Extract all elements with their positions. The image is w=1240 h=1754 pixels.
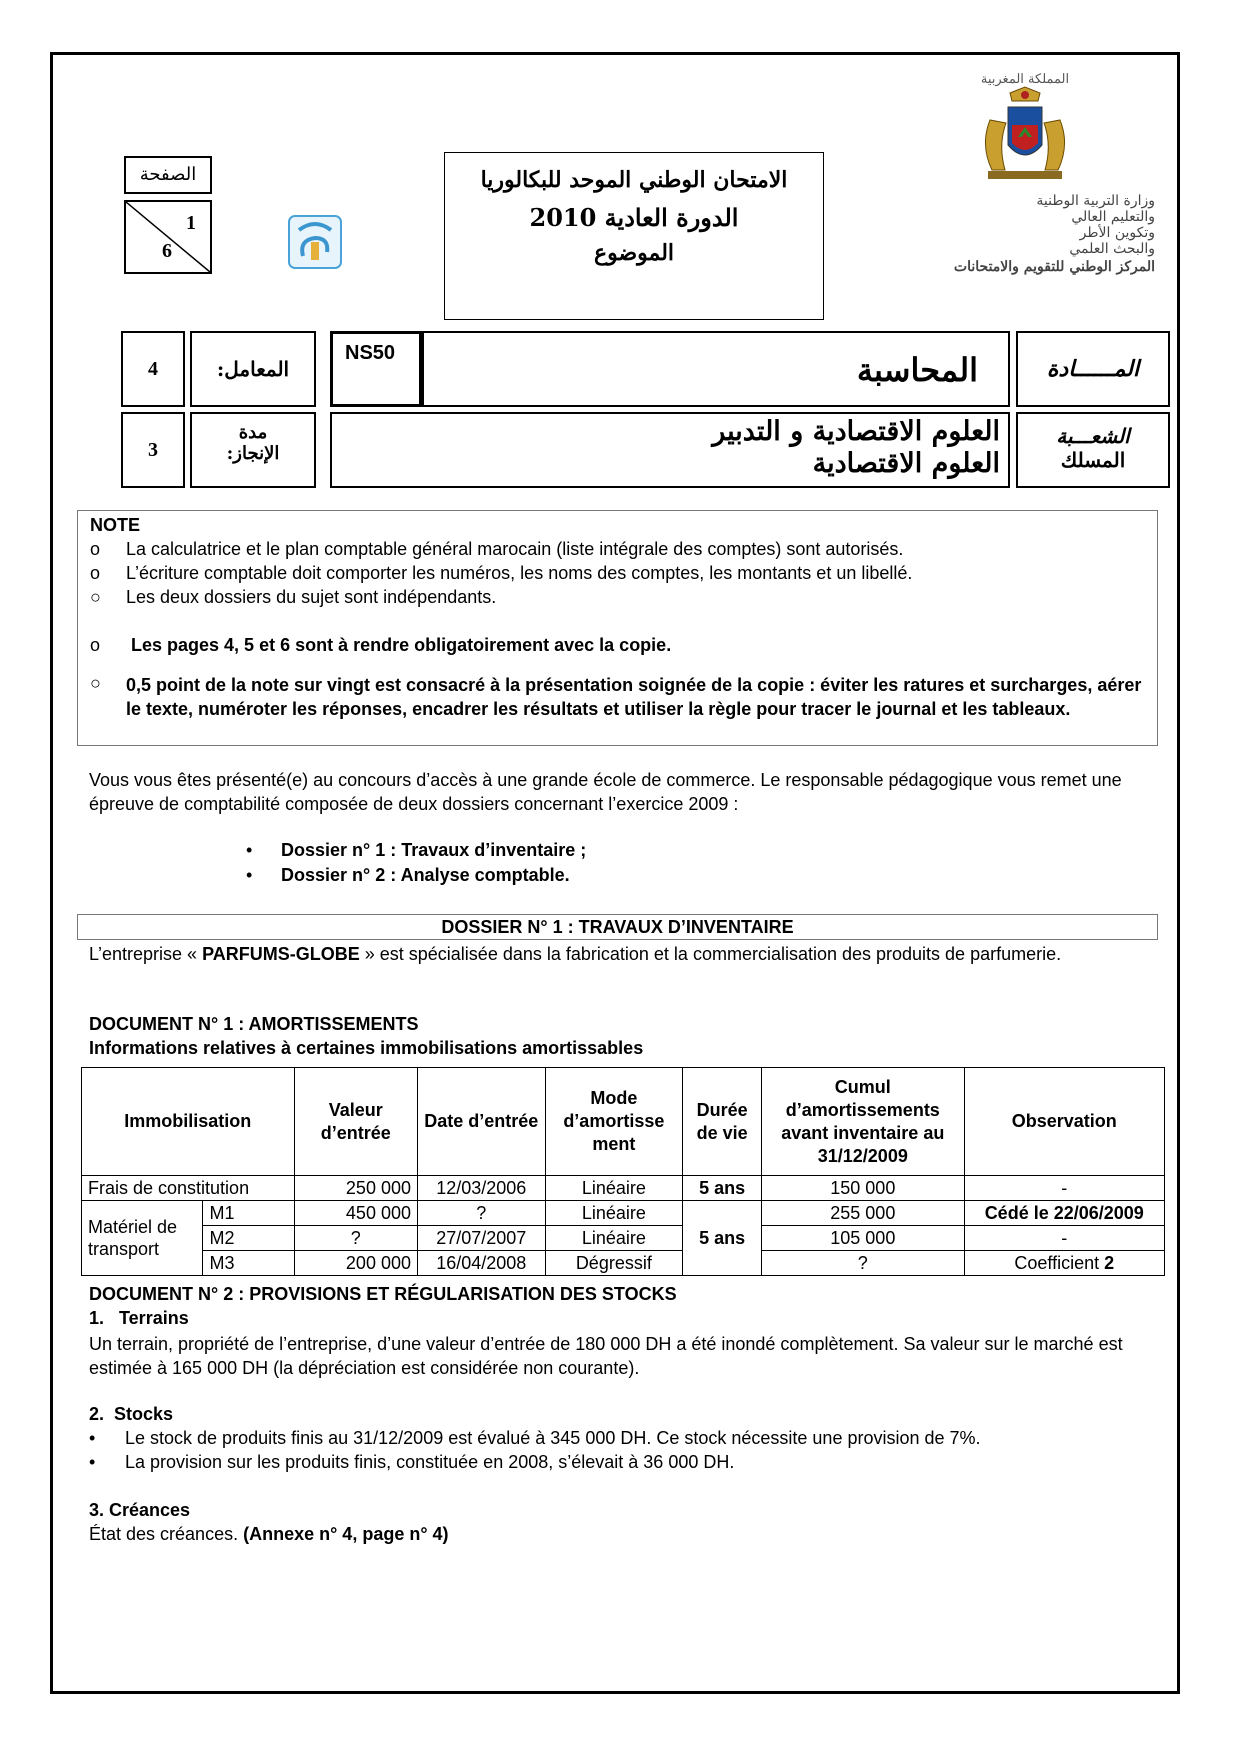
branche-value: العلوم الاقتصادية و التدبير <box>712 416 1000 447</box>
creances-text <box>89 1524 449 1545</box>
dossier-item: Dossier n° 1 : Travaux d’inventaire ; <box>281 840 587 860</box>
bullet-icon: ○ <box>90 587 101 607</box>
cell-mode: Linéaire <box>545 1201 683 1226</box>
header-date: Date d’entrée <box>418 1068 546 1176</box>
doc1-subtitle: Informations relatives à certaines immobilisations amortissables <box>89 1038 644 1058</box>
cell-materiel-label: Matériel de transport <box>82 1201 203 1276</box>
cell-duree: 5 ans <box>683 1176 762 1201</box>
note-item <box>90 539 100 560</box>
terrains-text: Un terrain, propriété de l’entreprise, d’une valeur d’entrée de 180 000 DH a été inondé complètement. Sa valeur sur le marché est estimée à 165 000 DH (la dépréciation est considérée non courante). <box>89 1334 1123 1378</box>
dossier1-title: DOSSIER N° 1 : TRAVAUX D’INVENTAIRE <box>77 914 1158 940</box>
ministry-line: والتعليم العالي <box>1071 209 1155 225</box>
creances-title: 3. Créances <box>89 1500 191 1520</box>
cell-observation <box>964 1251 1164 1276</box>
cell-mode: Dégressif <box>545 1251 683 1276</box>
parcours-label: المسلك <box>1060 448 1126 472</box>
duration-label-2: الإنجاز: <box>226 443 280 464</box>
note-item-text: Les deux dossiers du sujet sont indépendants. <box>126 587 497 607</box>
coef-value: 4 <box>148 358 158 380</box>
code-box <box>330 331 422 407</box>
cell-observation: Cédé le 22/06/2009 <box>964 1201 1164 1226</box>
cell-observation: - <box>964 1226 1164 1251</box>
cell-materiel-duree: 5 ans <box>683 1201 762 1276</box>
stocks-item: Le stock de produits finis au 31/12/2009 est évalué à 345 000 DH. Ce stock nécessite une provision de 7%. <box>125 1428 981 1448</box>
note-item-text: La calculatrice et le plan comptable général marocain (liste intégrale des comptes) sont autorisés. <box>126 539 904 559</box>
creances-ref: (Annexe n° 4, page n° 4) <box>243 1524 449 1544</box>
table-row <box>82 1226 1165 1251</box>
branche-label: الشعـــبة <box>1056 424 1130 448</box>
bullet-icon: o <box>90 635 101 655</box>
duration-label-box <box>190 412 316 488</box>
exam-logo-icon <box>285 212 345 272</box>
note-title: NOTE <box>90 515 141 535</box>
ministry-line: وتكوين الأطر <box>1079 225 1155 241</box>
coef-label: المعامل: <box>216 357 290 381</box>
ministry-line: وزارة التربية الوطنية <box>1036 193 1155 209</box>
header-duree: Durée de vie <box>683 1068 762 1176</box>
cell-valeur: ? <box>294 1226 417 1251</box>
stocks-bullet: • <box>89 1452 96 1472</box>
cell-code: M2 <box>203 1226 294 1251</box>
dossier-item: Dossier n° 2 : Analyse comptable. <box>281 865 570 885</box>
bullet-icon: o <box>90 539 101 559</box>
stocks-bullet: • <box>89 1428 96 1448</box>
cell-date: 16/04/2008 <box>418 1251 546 1276</box>
note-item-text: 0,5 point de la note sur vingt est consacré à la présentation soignée de la copie : éviter les ratures et surcharges, aérer le texte, numéroter les réponses, encadrer les résultats et utiliser la règle pour tracer le journal et les tableaux. <box>126 675 1142 719</box>
cell-observation: - <box>964 1176 1164 1201</box>
dossier-bullet: • <box>246 840 253 860</box>
page-total: 6 <box>162 240 172 262</box>
entreprise-name: PARFUMS-GLOBE <box>202 944 360 964</box>
exam-session: الدورة العادية 2010 <box>529 203 739 232</box>
bullet-icon: ○ <box>90 673 101 693</box>
cell-cumul: 105 000 <box>762 1226 964 1251</box>
creances-label: État des créances. <box>89 1524 244 1544</box>
note-item <box>90 673 101 694</box>
duration-label-1: مدة <box>238 422 268 443</box>
cell-code: M1 <box>203 1201 294 1226</box>
cell-code: M3 <box>203 1251 294 1276</box>
cell-valeur: 250 000 <box>294 1176 417 1201</box>
coat-of-arms-icon <box>970 85 1080 185</box>
matiere-label-box <box>1016 331 1170 407</box>
cell-cumul: 255 000 <box>762 1201 964 1226</box>
cell-date: 12/03/2006 <box>418 1176 546 1201</box>
cell-valeur: 450 000 <box>294 1201 417 1226</box>
dossier-bullet: • <box>246 865 253 885</box>
coef-value-box <box>121 331 185 407</box>
cell-date: ? <box>418 1201 546 1226</box>
terrains-title: 1. Terrains <box>89 1308 189 1328</box>
matiere-value: المحاسبة <box>856 351 978 389</box>
matiere-label: المــــــادة <box>1046 356 1140 382</box>
note-item-text: L’écriture comptable doit comporter les numéros, les noms des comptes, les montants et un libellé. <box>126 563 913 583</box>
entreprise-pre: L’entreprise « <box>89 944 203 964</box>
parcours-value: العلوم الاقتصادية <box>812 448 1000 479</box>
exam-title-box <box>444 152 824 320</box>
note-item-text: Les pages 4, 5 et 6 sont à rendre obligatoirement avec la copie. <box>131 635 672 655</box>
ministry-block <box>905 193 1155 275</box>
page-label: الصفحة <box>139 164 197 185</box>
cell-frais-label: Frais de constitution <box>82 1176 295 1201</box>
duration-value: 3 <box>148 439 158 461</box>
doc2-title: DOCUMENT N° 2 : PROVISIONS ET RÉGULARISATION DES STOCKS <box>89 1284 677 1304</box>
kingdom-label: المملكة المغربية <box>980 72 1070 87</box>
entreprise-post: » est spécialisée dans la fabrication et la commercialisation des produits de parfumerie. <box>359 944 1062 964</box>
note-item <box>90 563 100 584</box>
header-mode: Mode d’amortisse ment <box>545 1068 683 1176</box>
stocks-title: 2. Stocks <box>89 1404 174 1424</box>
header-immobilisation: Immobilisation <box>82 1068 295 1176</box>
entreprise-text <box>89 942 1143 966</box>
doc1-title: DOCUMENT N° 1 : AMORTISSEMENTS <box>89 1014 419 1034</box>
cell-cumul: ? <box>762 1251 964 1276</box>
ministry-line: والبحث العلمي <box>1069 241 1155 257</box>
cell-mode: Linéaire <box>545 1176 683 1201</box>
note-item <box>90 635 100 656</box>
cell-date: 27/07/2007 <box>418 1226 546 1251</box>
note-item <box>90 587 101 608</box>
center-name: المركز الوطني للتقويم والامتحانات <box>953 259 1155 275</box>
intro-text: Vous vous êtes présenté(e) au concours d’accès à une grande école de commerce. Le responsable pédagogique vous remet une épreuve de comptabilité composée de deux dossiers concernant l’exercice 2009 : <box>89 770 1122 814</box>
table-header-row <box>82 1068 1165 1176</box>
bullet-icon: o <box>90 563 101 583</box>
page-number-box <box>124 200 212 274</box>
table-row <box>82 1176 1165 1201</box>
branche-value-box <box>330 412 1010 488</box>
subject-word: الموضوع <box>593 240 675 266</box>
exam-code: NS50 <box>345 342 396 364</box>
note-box <box>77 510 1158 746</box>
cell-mode: Linéaire <box>545 1226 683 1251</box>
stocks-item: La provision sur les produits finis, constituée en 2008, s’élevait à 36 000 DH. <box>125 1452 735 1472</box>
cell-valeur: 200 000 <box>294 1251 417 1276</box>
table-row <box>82 1201 1165 1226</box>
observation-pre: Coefficient <box>1014 1253 1105 1273</box>
coef-label-box <box>190 331 316 407</box>
amortissement-table <box>81 1067 1165 1276</box>
header-valeur: Valeur d’entrée <box>294 1068 417 1176</box>
page-number: 1 <box>186 212 196 234</box>
header-observation: Observation <box>964 1068 1164 1176</box>
observation-coef: 2 <box>1104 1253 1115 1273</box>
table-row <box>82 1251 1165 1276</box>
cell-cumul: 150 000 <box>762 1176 964 1201</box>
matiere-value-box <box>422 331 1010 407</box>
duration-value-box <box>121 412 185 488</box>
header-cumul: Cumul d’amortissements avant inventaire au 31/12/2009 <box>762 1068 964 1176</box>
exam-title: الامتحان الوطني الموحد للبكالوريا <box>480 167 788 193</box>
branche-label-box <box>1016 412 1170 488</box>
page-label-box <box>124 156 212 194</box>
